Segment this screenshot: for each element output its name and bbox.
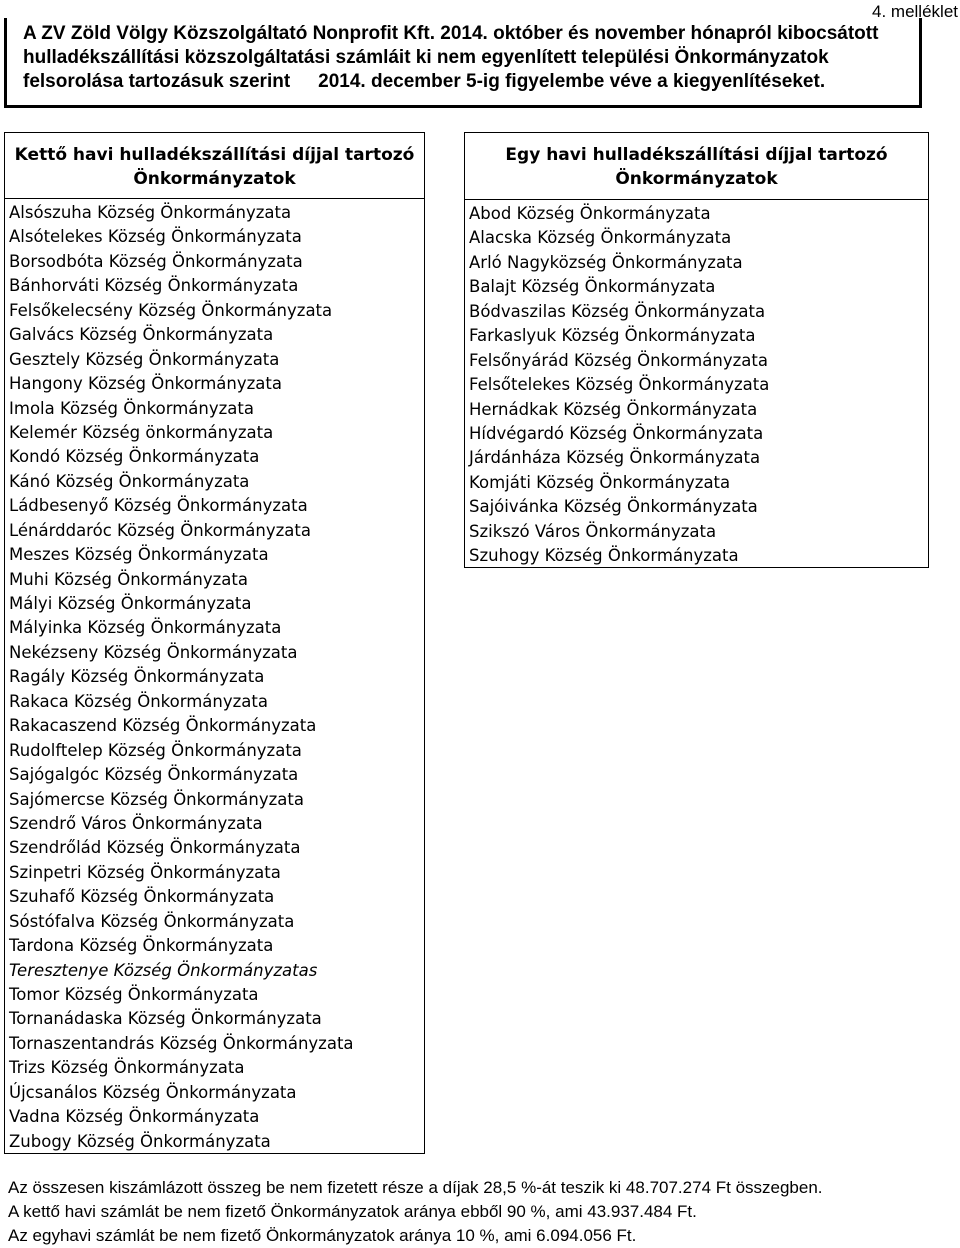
two-month-title-line-1: Kettő havi hulladékszállítási díjjal tartozó — [14, 145, 415, 165]
list-item: Trizs Község Önkormányzata — [9, 1058, 245, 1078]
list-item: Rakacaszend Község Önkormányzata — [9, 716, 317, 736]
list-item: Mályi Község Önkormányzata — [9, 594, 252, 613]
one-month-column-title — [465, 133, 928, 200]
two-month-title-line-2: Önkormányzatok — [133, 169, 296, 189]
list-item: Lénárddaróc Község Önkormányzata — [9, 520, 311, 540]
list-item: Szuhogy Község Önkormányzata — [469, 546, 739, 566]
list-item: Bódvaszilas Község Önkormányzata — [469, 301, 766, 321]
annex-label: 4. melléklet — [872, 2, 958, 21]
list-item: Sajómercse Község Önkormányzata — [9, 789, 304, 809]
two-month-debtors-column — [4, 132, 425, 1154]
header-line-3a: felsorolása tartozásuk szerint — [23, 71, 291, 92]
list-item: Teresztenye Község Önkormányzatas — [9, 960, 318, 980]
list-item: Újcsanálos Község Önkormányzata — [9, 1082, 297, 1102]
list-item: Ragály Község Önkormányzata — [9, 667, 265, 687]
summary-line-3: Az egyhavi számlát be nem fizető Önkormányzatok aránya 10 %, ami 6.094.056 Ft. — [8, 1226, 637, 1245]
list-item: Galvács Község Önkormányzata — [9, 325, 274, 345]
two-month-column-title — [5, 133, 424, 199]
list-item: Gesztely Község Önkormányzata — [9, 349, 280, 369]
list-item: Alsótelekes Község Önkormányzata — [9, 227, 302, 247]
list-item: Rudolftelep Község Önkormányzata — [9, 740, 302, 760]
list-item: Szendrő Város Önkormányzata — [9, 813, 263, 833]
list-item: Járdánháza Község Önkormányzata — [469, 448, 761, 468]
list-item: Hangony Község Önkormányzata — [9, 374, 282, 394]
list-item: Szendrőlád Község Önkormányzata — [9, 838, 301, 858]
list-item: Kondó Község Önkormányzata — [9, 447, 260, 467]
list-item: Felsőnyárád Község Önkormányzata — [469, 350, 768, 370]
one-month-debtors-list — [465, 200, 928, 569]
list-item: Tornanádaska Község Önkormányzata — [9, 1009, 322, 1029]
one-month-title-line-1: Egy havi hulladékszállítási díjjal tartozó — [505, 145, 888, 165]
list-item: Borsodbóta Község Önkormányzata — [9, 251, 303, 271]
document-header — [4, 18, 922, 108]
list-item: Arló Nagyközség Önkormányzata — [469, 252, 743, 272]
list-item: Abod Község Önkormányzata — [469, 204, 711, 223]
list-item: Nekézseny Község Önkormányzata — [9, 642, 298, 662]
list-item: Felsőtelekes Község Önkormányzata — [469, 375, 770, 395]
list-item: Zubogy Község Önkormányzata — [9, 1131, 271, 1151]
two-month-debtors-list — [5, 199, 424, 1154]
list-item: Kelemér Község önkormányzata — [9, 422, 274, 442]
list-item: Balajt Község Önkormányzata — [469, 277, 716, 297]
list-item: Sóstófalva Község Önkormányzata — [9, 911, 295, 931]
list-item: Hídvégardó Község Önkormányzata — [469, 423, 764, 443]
list-item: Rakaca Község Önkormányzata — [9, 691, 268, 711]
header-line-2: hulladékszállítási közszolgáltatási számláit ki nem egyenlített települési Önkormányzatok — [23, 47, 829, 68]
list-item: Szuhafő Község Önkormányzata — [9, 887, 275, 907]
list-item: Tardona Község Önkormányzata — [9, 936, 274, 956]
list-item: Alsószuha Község Önkormányzata — [9, 203, 292, 222]
list-item: Imola Község Önkormányzata — [9, 398, 254, 418]
summary-line-2: A kettő havi számlát be nem fizető Önkormányzatok aránya ebből 90 %, ami 43.937.484 Ft. — [8, 1202, 697, 1221]
list-item: Vadna Község Önkormányzata — [9, 1107, 260, 1127]
one-month-debtors-column — [464, 132, 929, 568]
list-item: Sajóivánka Község Önkormányzata — [469, 497, 758, 517]
one-month-title-line-2: Önkormányzatok — [615, 169, 778, 189]
list-item: Szinpetri Község Önkormányzata — [9, 862, 281, 882]
summary-footer — [8, 1176, 823, 1248]
list-item: Hernádkak Község Önkormányzata — [469, 399, 758, 419]
list-item: Kánó Község Önkormányzata — [9, 471, 250, 491]
list-item: Farkaslyuk Község Önkormányzata — [469, 326, 756, 346]
list-item: Felsőkelecsény Község Önkormányzata — [9, 300, 333, 320]
list-item: Mályinka Község Önkormányzata — [9, 618, 282, 638]
list-item: Bánhorváti Község Önkormányzata — [9, 276, 299, 296]
list-item: Ládbesenyő Község Önkormányzata — [9, 496, 308, 516]
list-item: Tomor Község Önkormányzata — [9, 985, 259, 1004]
header-line-3b: 2014. december 5-ig figyelembe véve a kiegyenlítéseket. — [318, 71, 826, 92]
list-item: Szikszó Város Önkormányzata — [469, 521, 717, 541]
summary-line-1: Az összesen kiszámlázott összeg be nem fizetett része a díjak 28,5 %-át teszik ki 48.707.274 Ft összegben. — [8, 1178, 823, 1197]
list-item: Komjáti Község Önkormányzata — [469, 472, 731, 492]
list-item: Tornaszentandrás Község Önkormányzata — [9, 1033, 354, 1053]
list-item: Muhi Község Önkormányzata — [9, 569, 248, 589]
list-item: Sajógalgóc Község Önkormányzata — [9, 765, 299, 785]
header-line-3 — [23, 70, 919, 94]
list-item: Meszes Község Önkormányzata — [9, 545, 269, 565]
list-item: Alacska Község Önkormányzata — [469, 228, 732, 248]
header-line-1: A ZV Zöld Völgy Közszolgáltató Nonprofit Kft. 2014. október és november hónapról kibocsátott — [23, 23, 879, 44]
